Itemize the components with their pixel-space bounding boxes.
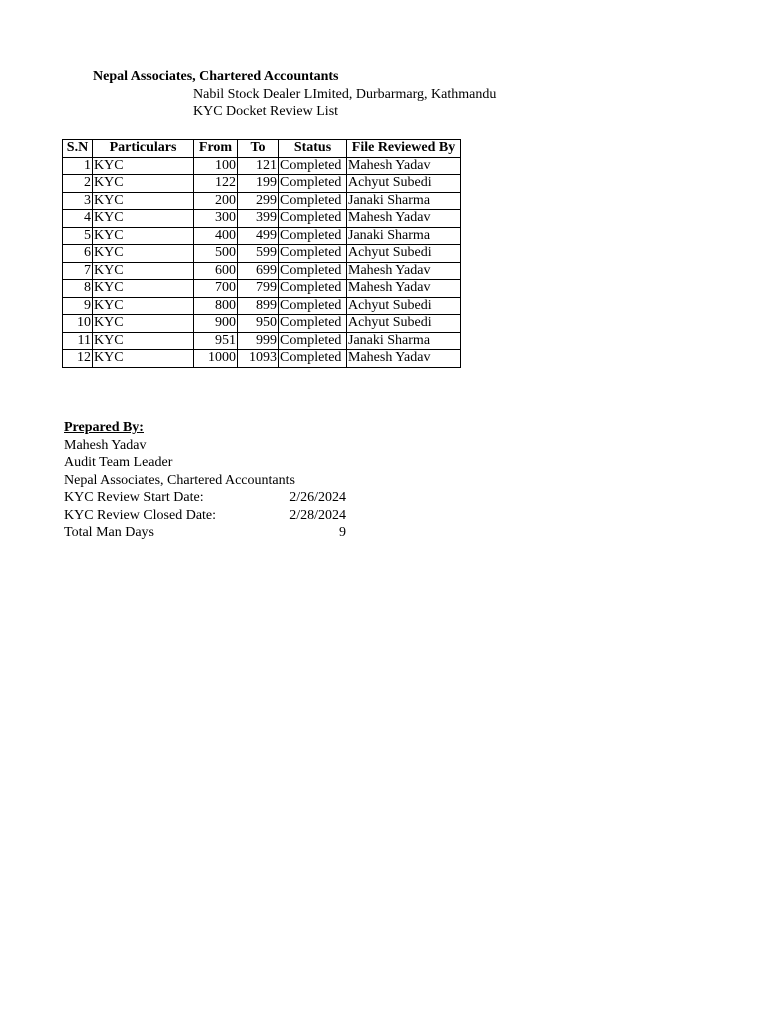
cell-status: Completed [279,157,347,175]
cell-status: Completed [279,315,347,333]
cell-status: Completed [279,227,347,245]
cell-reviewed-by: Mahesh Yadav [347,280,461,298]
cell-to: 499 [238,227,279,245]
col-header-to: To [238,140,279,158]
review-start-value: 2/26/2024 [289,490,346,505]
table-row [63,157,461,175]
cell-sn: 7 [63,262,93,280]
cell-reviewed-by: Mahesh Yadav [347,157,461,175]
cell-to: 699 [238,262,279,280]
cell-reviewed-by: Mahesh Yadav [347,350,461,368]
col-header-reviewed-by: File Reviewed By [347,140,461,158]
kyc-review-table [62,139,461,368]
cell-sn: 10 [63,315,93,333]
cell-reviewed-by: Janaki Sharma [347,227,461,245]
cell-from: 900 [194,315,238,333]
cell-sn: 8 [63,280,93,298]
preparer-name: Mahesh Yadav [64,437,147,453]
cell-status: Completed [279,332,347,350]
cell-sn: 12 [63,350,93,368]
cell-to: 199 [238,175,279,193]
cell-sn: 1 [63,157,93,175]
cell-to: 1093 [238,350,279,368]
cell-sn: 5 [63,227,93,245]
cell-particulars: KYC [93,227,194,245]
cell-from: 500 [194,245,238,263]
cell-sn: 2 [63,175,93,193]
cell-from: 700 [194,280,238,298]
cell-from: 300 [194,210,238,228]
cell-from: 200 [194,192,238,210]
cell-sn: 9 [63,297,93,315]
preparer-firm: Nepal Associates, Chartered Accountants [64,472,295,488]
table-row [63,350,461,368]
cell-sn: 11 [63,332,93,350]
table-row [63,262,461,280]
document-title: KYC Docket Review List [193,104,339,119]
table-row [63,280,461,298]
col-header-status: Status [279,140,347,158]
cell-to: 599 [238,245,279,263]
cell-particulars: KYC [93,210,194,228]
cell-from: 800 [194,297,238,315]
cell-status: Completed [279,280,347,298]
table-row [63,192,461,210]
client-line: Nabil Stock Dealer LImited, Durbarmarg, Kathmandu [193,87,497,102]
cell-to: 799 [238,280,279,298]
cell-to: 299 [238,192,279,210]
table-row [63,315,461,333]
cell-sn: 6 [63,245,93,263]
cell-to: 950 [238,315,279,333]
review-closed-label: KYC Review Closed Date: [64,507,217,523]
cell-particulars: KYC [93,262,194,280]
table-body [63,157,461,367]
review-start-label: KYC Review Start Date: [64,490,204,505]
cell-status: Completed [279,350,347,368]
man-days-row [64,524,346,542]
col-header-sn: S.N [63,140,93,158]
cell-particulars: KYC [93,157,194,175]
cell-status: Completed [279,245,347,263]
table-row [63,332,461,350]
cell-sn: 4 [63,210,93,228]
firm-title: Nepal Associates, Chartered Accountants [93,69,339,84]
cell-to: 121 [238,157,279,175]
col-header-from: From [194,140,238,158]
cell-particulars: KYC [93,175,194,193]
cell-to: 899 [238,297,279,315]
cell-status: Completed [279,192,347,210]
cell-reviewed-by: Janaki Sharma [347,192,461,210]
cell-sn: 3 [63,192,93,210]
prepared-by-section [64,419,346,542]
cell-particulars: KYC [93,192,194,210]
cell-to: 399 [238,210,279,228]
cell-from: 1000 [194,350,238,368]
review-closed-value: 2/28/2024 [289,507,346,523]
cell-from: 951 [194,332,238,350]
cell-status: Completed [279,210,347,228]
prepared-by-heading: Prepared By: [64,420,144,435]
cell-particulars: KYC [93,245,194,263]
table-row [63,245,461,263]
cell-status: Completed [279,262,347,280]
cell-reviewed-by: Janaki Sharma [347,332,461,350]
cell-status: Completed [279,175,347,193]
cell-from: 100 [194,157,238,175]
cell-particulars: KYC [93,280,194,298]
review-closed-row [64,507,346,525]
cell-from: 600 [194,262,238,280]
table-row [63,210,461,228]
table-row [63,297,461,315]
table-row [63,227,461,245]
col-header-particulars: Particulars [93,140,194,158]
cell-reviewed-by: Mahesh Yadav [347,262,461,280]
cell-reviewed-by: Mahesh Yadav [347,210,461,228]
man-days-value: 9 [339,525,346,540]
cell-from: 122 [194,175,238,193]
preparer-role: Audit Team Leader [64,455,173,470]
cell-particulars: KYC [93,297,194,315]
table-header-row [63,140,461,158]
man-days-label: Total Man Days [64,525,155,540]
table-row [63,175,461,193]
cell-particulars: KYC [93,315,194,333]
review-start-row [64,489,346,507]
cell-particulars: KYC [93,332,194,350]
cell-status: Completed [279,297,347,315]
cell-particulars: KYC [93,350,194,368]
cell-reviewed-by: Achyut Subedi [347,315,461,333]
cell-reviewed-by: Achyut Subedi [347,245,461,263]
cell-to: 999 [238,332,279,350]
cell-from: 400 [194,227,238,245]
cell-reviewed-by: Achyut Subedi [347,297,461,315]
cell-reviewed-by: Achyut Subedi [347,175,461,193]
